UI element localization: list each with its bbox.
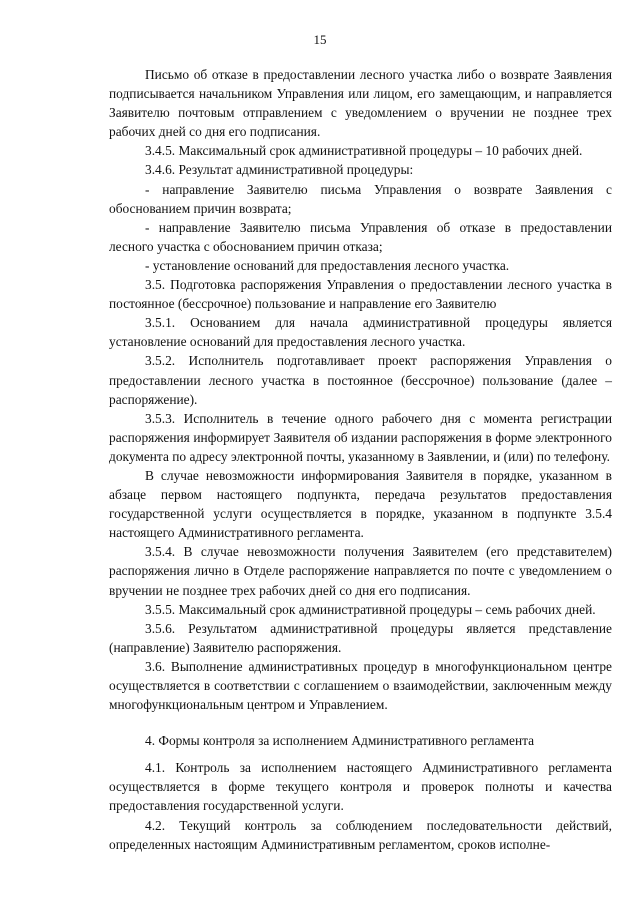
paragraph-3-5-3: 3.5.3. Исполнитель в течение одного рабочего дня с момента регистрации распоряжения информирует Заявителя об издании распоряжения в форме электронного документа по адресу электронной почты, указанному в Заявлении, и (или) по телефону. [109,410,612,464]
document-body [109,65,612,854]
paragraph-3-5-2: 3.5.2. Исполнитель подготавливает проект распоряжения Управления о предоставлении лесного участка в постоянное (бессрочное) пользование (далее – распоряжение). [109,353,612,407]
paragraph-4-1: 4.1. Контроль за исполнением настоящего Административного регламента осуществляется в форме текущего контроля и проверок полноты и качества предоставления государственной услуги. [109,760,612,814]
paragraph-3-6: 3.6. Выполнение административных процедур в многофункциональном центре осуществляется в соответствии с соглашением о взаимодействии, заключенным между многофункциональным центром и Управлением. [109,658,612,713]
paragraph-rejection-letter: Письмо об отказе в предоставлении лесного участка либо о возврате Заявления подписывается начальником Управления или лицом, его замещающим, и направляется Заявителю почтовым отправлением с уведомлением о вручении не позднее трех рабочих дней со дня его подписания. [109,67,612,140]
paragraph-3-4-5: 3.4.5. Максимальный срок административной процедуры – 10 рабочих дней. [145,143,583,159]
paragraph-3-4-6: 3.4.6. Результат административной процедуры: [145,162,414,178]
list-item-grounds: - установление оснований для предоставления лесного участка. [145,257,510,273]
section-heading: 4. Формы контроля за исполнением Административного регламента [145,733,535,749]
list-item-return-letter: - направление Заявителю письма Управления о возврате Заявления с обоснованием причин возврата; [109,181,612,216]
list-item-refusal-letter: - направление Заявителю письма Управления об отказе в предоставлении лесного участка с обоснованием причин отказа; [109,219,612,254]
paragraph-3-5-3-continued: В случае невозможности информирования Заявителя в порядке, указанном в абзаце первом настоящего подпункта, передача результатов предоставления государственной услуги осуществляется в порядке, указанном в подпункте 3.5.4 настоящего Административного регламента. [109,467,612,541]
page-number: 15 [313,32,327,47]
paragraph-3-5-5: 3.5.5. Максимальный срок административной процедуры – семь рабочих дней. [145,601,596,617]
paragraph-3-5-6: 3.5.6. Результатом административной процедуры является представление (направление) Заявителю распоряжения. [109,620,612,655]
paragraph-3-5-4: 3.5.4. В случае невозможности получения Заявителем (его представителем) распоряжения лично в Отделе распоряжение направляется по почте с уведомлением о вручении не позднее трех рабочих дней со дня его подписания. [109,544,612,598]
paragraph-4-2: 4.2. Текущий контроль за соблюдением последовательности действий, определенных настоящим Административным регламентом, сроков исполне- [109,817,612,852]
paragraph-3-5-1: 3.5.1. Основанием для начала административной процедуры является установление оснований для предоставления лесного участка. [109,315,612,350]
paragraph-3-5: 3.5. Подготовка распоряжения Управления о предоставлении лесного участка в постоянное (бессрочное) пользование и направление его Заявителю [109,277,612,312]
